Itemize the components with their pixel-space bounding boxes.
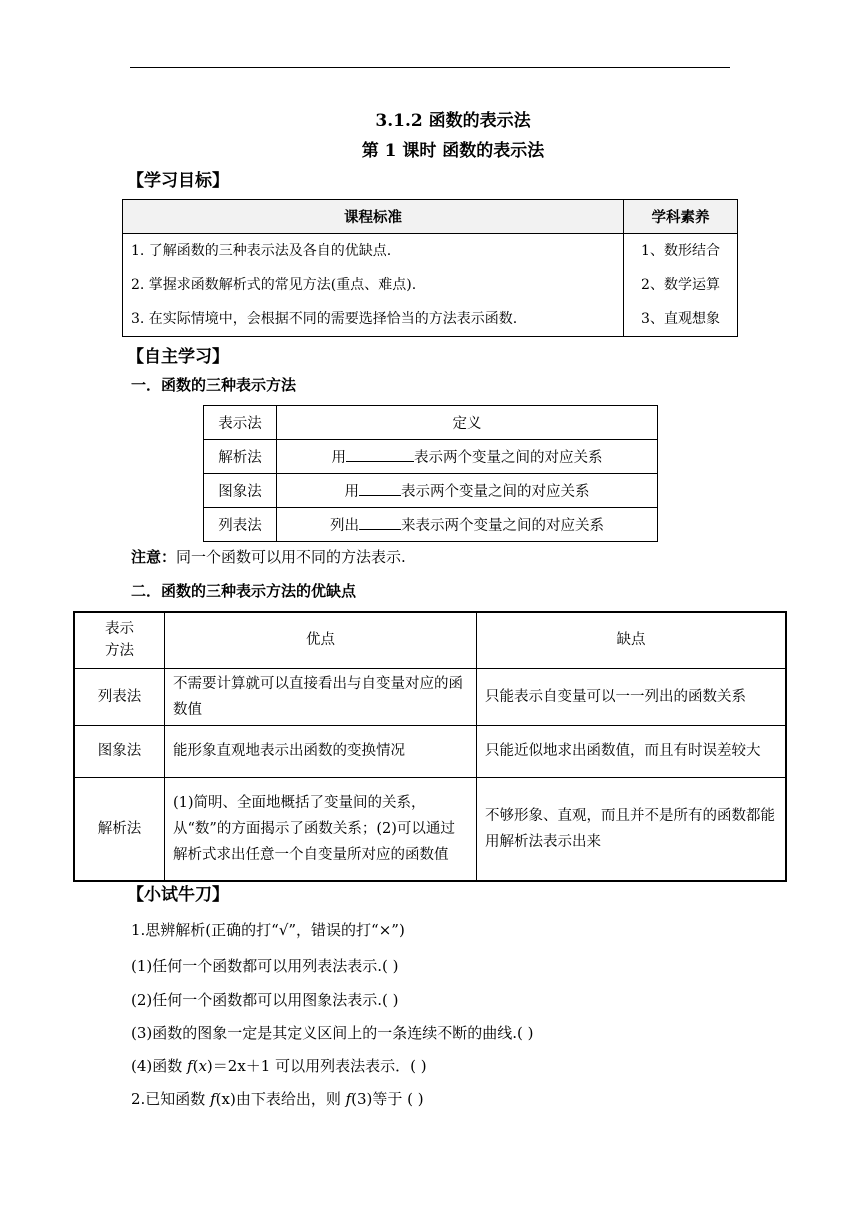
- method-name: 列表法: [204, 508, 277, 542]
- question-1: 1.思辨解析(正确的打“√”，错误的打“×”): [131, 921, 405, 939]
- goals-table-body: [123, 234, 738, 337]
- pros-method-name: 图象法: [74, 725, 165, 777]
- standard-item: 3. 在实际情境中，会根据不同的需要选择恰当的方法表示函数.: [131, 311, 518, 327]
- pros-row: [74, 725, 786, 777]
- fill-blank[interactable]: [359, 481, 401, 496]
- method-name: 解析法: [204, 440, 277, 474]
- pros-con-text: 不够形象、直观，而且并不是所有的函数都能用解析法表示出来: [477, 777, 787, 881]
- question-1-4: (4)函数 f(x)＝2x＋1 可以用列表法表示．( ): [131, 1057, 427, 1075]
- lesson-title: 3.1.2 函数的表示法: [375, 111, 531, 131]
- pros-pro-text: (1)简明、全面地概括了变量间的关系，从“数”的方面揭示了函数关系；(2)可以通过解析式求出任意一个自变量所对应的函数值: [165, 777, 477, 881]
- pros-cons-table: [73, 611, 787, 882]
- goals-header-literacy: 学科素养: [624, 200, 738, 234]
- part1-heading: 一．函数的三种表示方法: [131, 376, 297, 394]
- method-name: 图象法: [204, 474, 277, 508]
- pros-header-method: 表示 方法: [74, 612, 165, 668]
- pros-con-text: 只能近似地求出函数值，而且有时误差较大: [477, 725, 787, 777]
- lesson-subtitle: 第 1 课时 函数的表示法: [361, 141, 545, 161]
- pros-row: [74, 668, 786, 725]
- methods-row: [204, 474, 658, 508]
- pros-row: [74, 777, 786, 881]
- method-def: 列出 来表示两个变量之间的对应关系: [277, 508, 658, 542]
- goals-standards-cell: [123, 234, 624, 337]
- literacy-item: 3、直观想象: [641, 311, 720, 327]
- pros-pro-text: 不需要计算就可以直接看出与自变量对应的函数值: [165, 668, 477, 725]
- standard-item: 1. 了解函数的三种表示法及各自的优缺点.: [131, 243, 392, 259]
- methods-table-header: [204, 406, 658, 440]
- methods-header-name: 表示法: [204, 406, 277, 440]
- pros-header-con: 缺点: [477, 612, 787, 668]
- method-def: 用 表示两个变量之间的对应关系: [277, 474, 658, 508]
- methods-table: [203, 405, 658, 542]
- pros-method-name: 列表法: [74, 668, 165, 725]
- part2-heading: 二．函数的三种表示方法的优缺点: [131, 582, 357, 600]
- question-2: 2.已知函数 f(x)由下表给出，则 f(3)等于 ( ): [131, 1090, 424, 1108]
- methods-row: [204, 440, 658, 474]
- goals-table: [122, 199, 738, 337]
- note-text: 同一个函数可以用不同的方法表示.: [176, 548, 406, 566]
- goals-literacy-cell: [624, 234, 738, 337]
- section-try-heading: 【小试牛刀】: [127, 885, 229, 905]
- header-rule: [130, 67, 730, 68]
- pros-method-name: 解析法: [74, 777, 165, 881]
- note: [131, 546, 406, 567]
- pros-pro-text: 能形象直观地表示出函数的变换情况: [165, 725, 477, 777]
- question-1-3: (3)函数的图象一定是其定义区间上的一条连续不断的曲线.( ): [131, 1024, 534, 1042]
- methods-header-def: 定义: [277, 406, 658, 440]
- methods-row: [204, 508, 658, 542]
- pros-header-pro: 优点: [165, 612, 477, 668]
- fill-blank[interactable]: [346, 447, 414, 462]
- literacy-item: 1、数形结合: [641, 243, 720, 259]
- section-self-heading: 【自主学习】: [127, 347, 229, 367]
- goals-header-standard: 课程标准: [123, 200, 624, 234]
- note-label: 注意：: [131, 548, 177, 566]
- goals-table-header: [123, 200, 738, 234]
- fill-blank[interactable]: [359, 515, 401, 530]
- question-1-1: (1)任何一个函数都可以用列表法表示.( ): [131, 957, 399, 975]
- section-goals-heading: 【学习目标】: [127, 171, 229, 191]
- standard-item: 2. 掌握求函数解析式的常见方法(重点、难点).: [131, 277, 417, 293]
- pros-con-text: 只能表示自变量可以一一列出的函数关系: [477, 668, 787, 725]
- pros-table-header: [74, 612, 786, 668]
- literacy-item: 2、数学运算: [641, 277, 720, 293]
- question-1-2: (2)任何一个函数都可以用图象法表示.( ): [131, 991, 399, 1009]
- method-def: 用 表示两个变量之间的对应关系: [277, 440, 658, 474]
